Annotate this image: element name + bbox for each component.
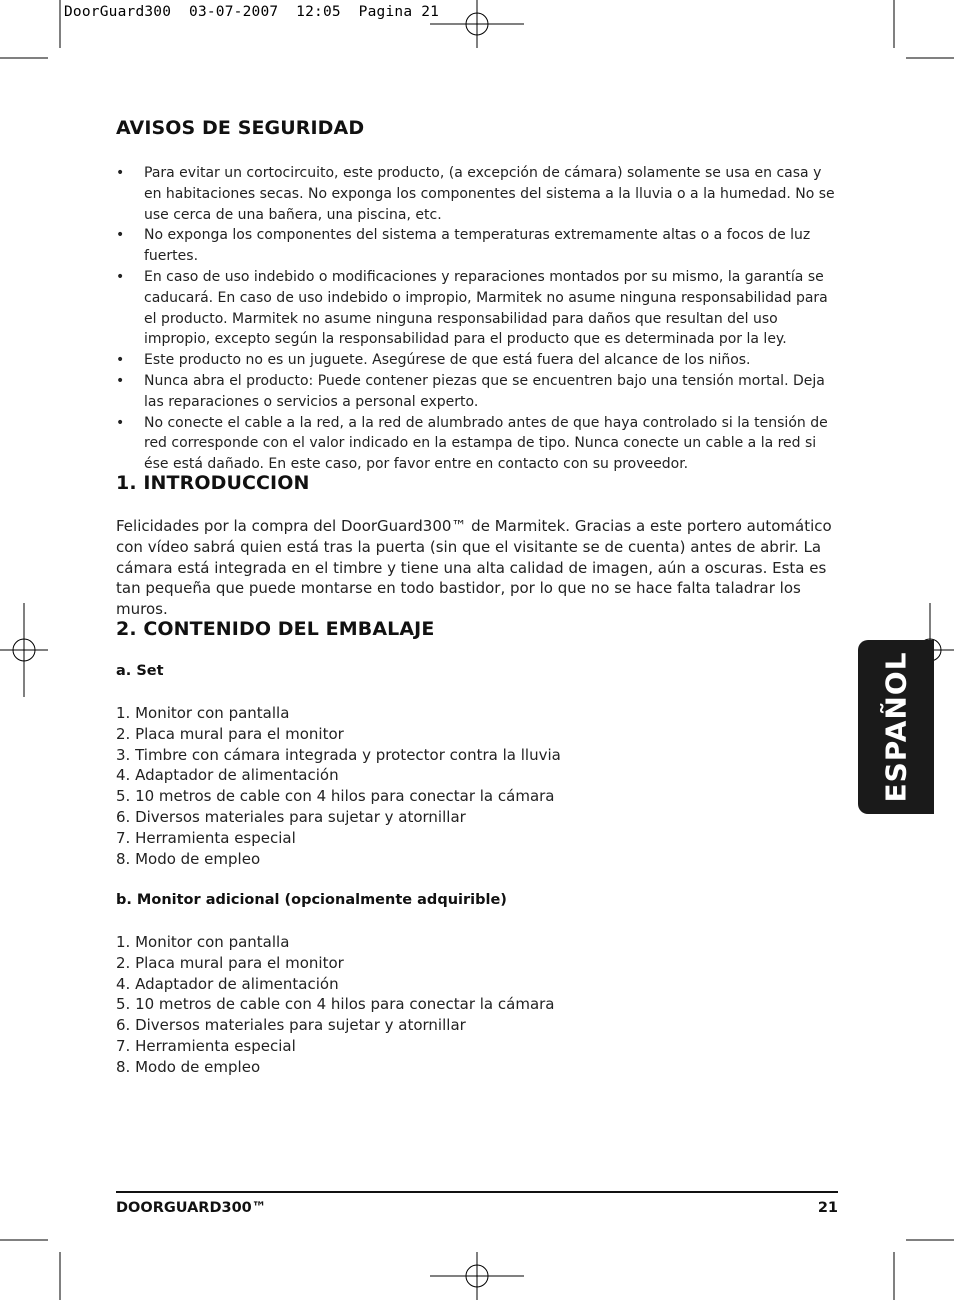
list-item: 4. Adaptador de alimentación xyxy=(116,974,339,993)
list-item: • En caso de uso indebido o modificaciones y reparaciones montados por su mismo, la garantía se caducará. En caso de uso indebido o impropio, Marmitek no asume ninguna responsabilidad para el producto. Marmitek no asume ninguna responsabilidad para daños que resultan del uso impropio, excepto según la responsabilidad para el producto que es determinada por la ley. xyxy=(116,268,828,348)
list-item: • Nunca abra el producto: Puede contener piezas que se encuentren bajo una tensión mortal. Deja las reparaciones o servicios a personal experto. xyxy=(116,372,825,410)
bullet-icon: • xyxy=(116,352,125,369)
set-items xyxy=(116,703,561,869)
bullet-icon: • xyxy=(116,227,125,244)
language-tab-label: ESPAÑOL xyxy=(879,651,913,803)
list-item: • Para evitar un cortocircuito, este producto, (a excepción de cámara) solamente se usa en casa y en habitaciones secas. No exponga los componentes del sistema a la lluvia o a la humedad. No se use cerca de una bañera, una piscina, etc. xyxy=(116,165,835,223)
list-item: • No exponga los componentes del sistema a temperaturas extremamente altas o a focos de luz fuertes. xyxy=(116,227,811,265)
bullet-icon: • xyxy=(116,372,125,389)
list-item: • Este producto no es un juguete. Asegúrese de que está fuera del alcance de los niños. xyxy=(116,350,840,371)
list-item: 3. Timbre con cámara integrada y protector contra la lluvia xyxy=(116,745,561,764)
list-item: 7. Herramienta especial xyxy=(116,1036,296,1055)
list-item: • No conecte el cable a la red, a la red de alumbrado antes de que haya controlado si la tensión de red corresponde con el valor indicado en la estampa de tipo. Nunca conecte un cable a la red si ése está dañado. En este caso, por favor entre en contacto con su proveedor. xyxy=(116,414,828,473)
list-item: 8. Modo de empleo xyxy=(116,1057,261,1076)
set-subheading: a. Set xyxy=(116,663,164,679)
list-item: 5. 10 metros de cable con 4 hilos para conectar la cámara xyxy=(116,787,555,806)
bullet-icon: • xyxy=(116,165,125,181)
print-slug: DoorGuard300 03-07-2007 12:05 Pagina 21 xyxy=(64,4,440,20)
list-item: 1. Monitor con pantalla xyxy=(116,704,290,722)
page-number: 21 xyxy=(817,1200,838,1216)
list-item: 1. Monitor con pantalla xyxy=(116,933,290,951)
intro-paragraph: Felicidades por la compra del DoorGuard300™ de Marmitek. Gracias a este portero automático con vídeo sabrá quien está tras la puerta (sin que el visitante se de cuenta) antes de abrir. La cámara está integrada en el timbre y tiene una alta calidad de imagen, aún a oscuras. Esta es tan pequeña que puede montarse en todo bastidor, por lo que no se hace falta taladrar los muros. xyxy=(116,517,832,619)
extra-monitor-subheading: b. Monitor adicional (opcionalmente adquirible) xyxy=(116,892,507,908)
bullet-icon: • xyxy=(116,268,125,285)
list-item: 2. Placa mural para el monitor xyxy=(116,724,344,743)
list-item: 8. Modo de empleo xyxy=(116,849,261,868)
list-item: 2. Placa mural para el monitor xyxy=(116,953,344,972)
extra-monitor-items xyxy=(116,932,555,1078)
footer-rule xyxy=(116,1191,838,1193)
bullet-icon: • xyxy=(116,414,125,431)
list-item: 7. Herramienta especial xyxy=(116,828,296,847)
list-item: 6. Diversos materiales para sujetar y atornillar xyxy=(116,807,466,826)
list-item: 4. Adaptador de alimentación xyxy=(116,766,339,785)
safety-heading: AVISOS DE SEGURIDAD xyxy=(116,117,365,139)
safety-list xyxy=(116,163,840,475)
contents-heading: 2. CONTENIDO DEL EMBALAJE xyxy=(116,618,435,640)
language-tab xyxy=(858,640,934,814)
intro-heading: 1. INTRODUCCION xyxy=(116,472,310,494)
list-item: 5. 10 metros de cable con 4 hilos para conectar la cámara xyxy=(116,995,555,1014)
list-item: 6. Diversos materiales para sujetar y atornillar xyxy=(116,1016,466,1035)
footer-product-name: DOORGUARD300™ xyxy=(116,1200,267,1216)
